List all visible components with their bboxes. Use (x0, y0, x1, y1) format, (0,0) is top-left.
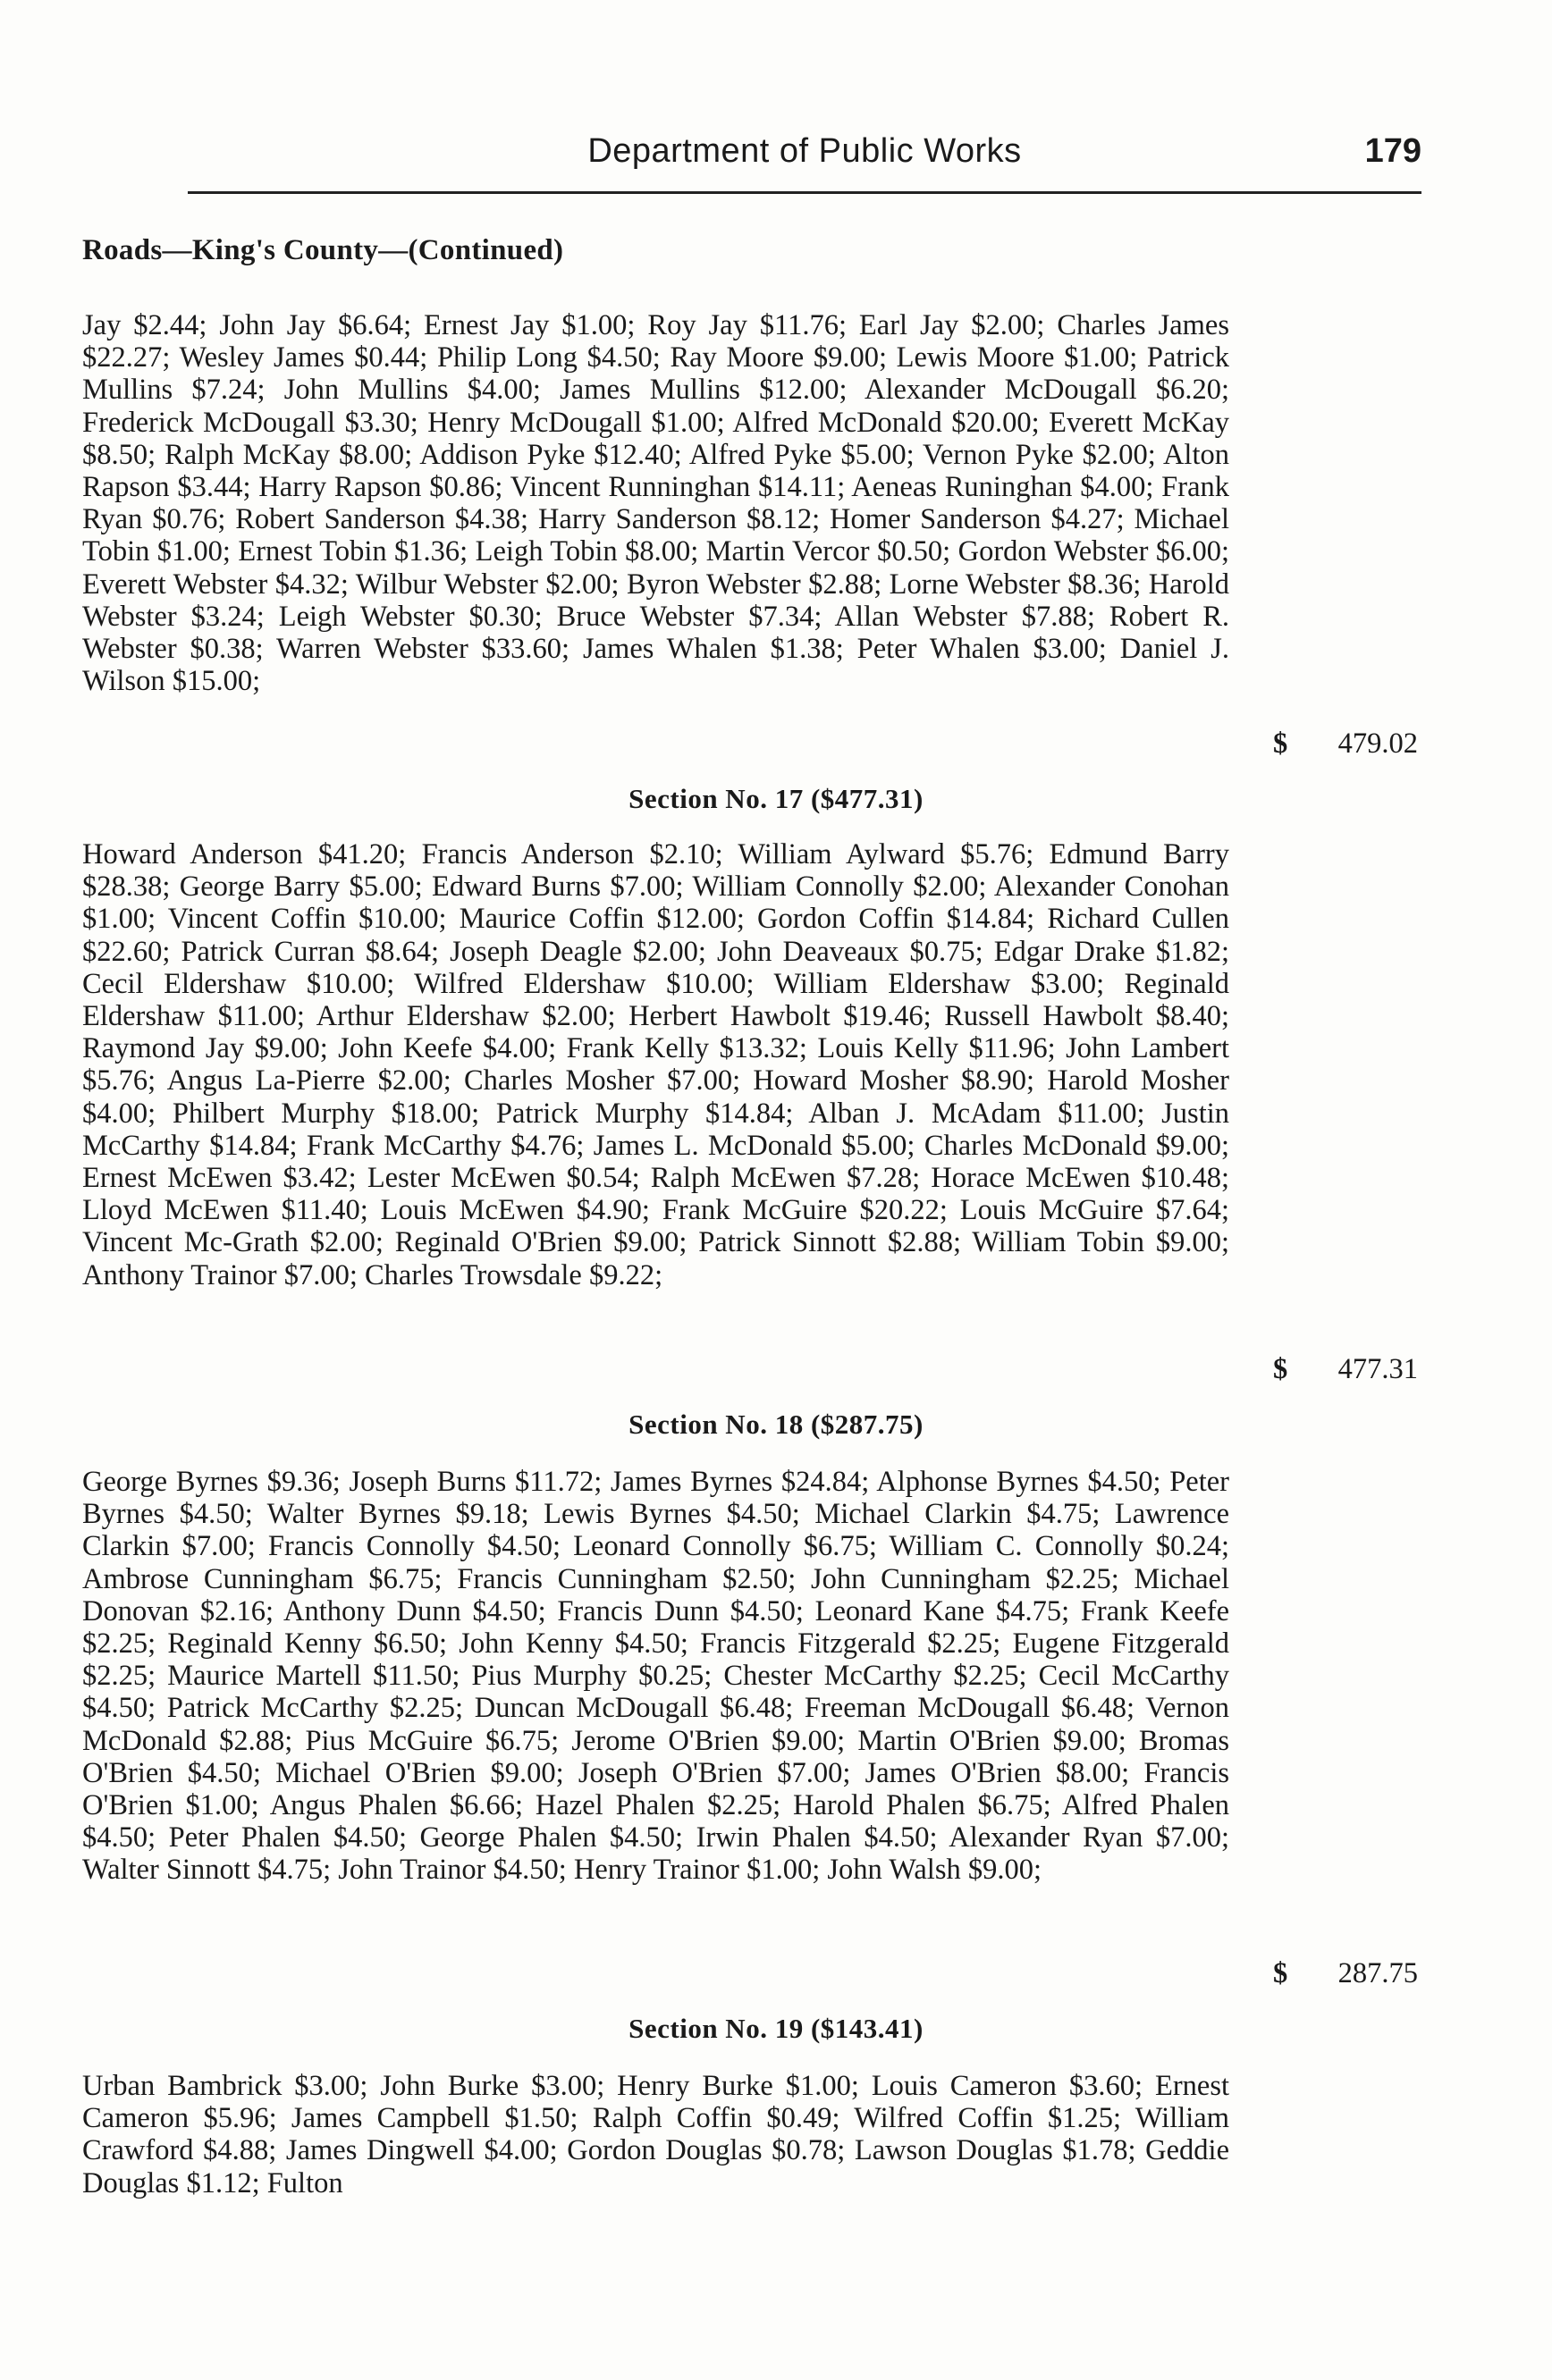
entry-paragraph: Howard Anderson $41.20; Francis Anderson $2.10; William Aylward $5.76; Edmund Barry $28.38; George Barry $5.00; Edward Burns $7.00; William Connolly $2.00; Alexander Conohan $1.00; Vincent Coffin $10.00; Maurice Coffin $12.00; Gordon Coffin $14.84; Richard Cullen $22.60; Patrick Curran $8.64; Joseph Deagle $2.00; John Deaveaux $0.75; Edgar Drake $1.82; Cecil Eldershaw $10.00; Wilfred Eldershaw $10.00; William Eldershaw $3.00; Reginald Eldershaw $11.00; Arthur Eldershaw $2.00; Herbert Hawbolt $19.46; Russell Hawbolt $8.40; Raymond Jay $9.00; John Keefe $4.00; Frank Kelly $13.32; Louis Kelly $11.96; John Lambert $5.76; Angus La-Pierre $2.00; Charles Mosher $7.00; Howard Mosher $8.90; Harold Mosher $4.00; Philbert Murphy $18.00; Patrick Murphy $14.84; Alban J. McAdam $11.00; Justin McCarthy $14.84; Frank McCarthy $4.76; James L. McDonald $5.00; Charles McDonald $9.00; Ernest McEwen $3.42; Lester McEwen $0.54; Ralph McEwen $7.28; Horace McEwen $10.48; Lloyd McEwen $11.40; Louis McEwen $4.90; Frank McGuire $20.22; Louis McGuire $7.64; Vincent Mc-Grath $2.00; Reginald O'Brien $9.00; Patrick Sinnott $2.88; William Tobin $9.00; Anthony Trainor $7.00; Charles Trowsdale $9.22; (82, 838, 1229, 1291)
page-header-title: Department of Public Works (587, 132, 1022, 170)
section-heading: Section No. 19 ($143.41) (628, 2013, 924, 2044)
entry-paragraph: Jay $2.44; John Jay $6.64; Ernest Jay $1.00; Roy Jay $11.76; Earl Jay $2.00; Charles James $22.27; Wesley James $0.44; Philip Long $4.50; Ray Moore $9.00; Lewis Moore $1.00; Patrick Mullins $7.24; John Mullins $4.00; James Mullins $12.00; Alexander McDougall $6.20; Frederick McDougall $3.30; Henry McDougall $1.00; Alfred McDonald $20.00; Everett McKay $8.50; Ralph McKay $8.00; Addison Pyke $12.40; Alfred Pyke $5.00; Vernon Pyke $2.00; Alton Rapson $3.44; Harry Rapson $0.86; Vincent Runninghan $14.11; Aeneas Runinghan $4.00; Frank Ryan $0.76; Robert Sanderson $4.38; Harry Sanderson $8.12; Homer Sanderson $4.27; Michael Tobin $1.00; Ernest Tobin $1.36; Leigh Tobin $8.00; Martin Vercor $0.50; Gordon Webster $6.00; Everett Webster $4.32; Wilbur Webster $2.00; Byron Webster $2.88; Lorne Webster $8.36; Harold Webster $3.24; Leigh Webster $0.30; Bruce Webster $7.34; Allan Webster $7.88; Robert R. Webster $0.38; Warren Webster $33.60; James Whalen $1.38; Peter Whalen $3.00; Daniel J. Wilson $15.00; (82, 309, 1229, 698)
section-heading: Section No. 17 ($477.31) (628, 783, 924, 814)
total-amount: 287.75 (1337, 1957, 1418, 1989)
total-dollar-sign: $ (1273, 727, 1288, 760)
entry-paragraph: George Byrnes $9.36; Joseph Burns $11.72; James Byrnes $24.84; Alphonse Byrnes $4.50; Peter Byrnes $4.50; Walter Byrnes $9.18; Lewis Byrnes $4.50; Michael Clarkin $4.75; Lawrence Clarkin $7.00; Francis Connolly $4.50; Leonard Connolly $6.75; William C. Connolly $0.24; Ambrose Cunningham $6.75; Francis Cunningham $2.50; John Cunningham $2.25; Michael Donovan $2.16; Anthony Dunn $4.50; Francis Dunn $4.50; Leonard Kane $4.75; Frank Keefe $2.25; Reginald Kenny $6.50; John Kenny $4.50; Francis Fitzgerald $2.25; Eugene Fitzgerald $2.25; Maurice Martell $11.50; Pius Murphy $0.25; Chester McCarthy $2.25; Cecil McCarthy $4.50; Patrick McCarthy $2.25; Duncan McDougall $6.48; Freeman McDougall $6.48; Vernon McDonald $2.88; Pius McGuire $6.75; Jerome O'Brien $9.00; Martin O'Brien $9.00; Bromas O'Brien $4.50; Michael O'Brien $9.00; Joseph O'Brien $7.00; James O'Brien $8.00; Francis O'Brien $1.00; Angus Phalen $6.66; Hazel Phalen $2.25; Harold Phalen $6.75; Alfred Phalen $4.50; Peter Phalen $4.50; George Phalen $4.50; Irwin Phalen $4.50; Alexander Ryan $7.00; Walter Sinnott $4.75; John Trainor $4.50; Henry Trainor $1.00; John Walsh $9.00; (82, 1466, 1229, 1887)
running-header (188, 132, 1421, 189)
total-amount: 477.31 (1337, 1353, 1418, 1385)
section-heading: Section No. 18 ($287.75) (628, 1409, 924, 1440)
total-dollar-sign: $ (1273, 1957, 1288, 1989)
total-dollar-sign: $ (1273, 1353, 1288, 1385)
page-number: 179 (1364, 132, 1421, 170)
total-amount: 479.02 (1337, 727, 1418, 760)
continued-heading: Roads—King's County—(Continued) (82, 234, 564, 266)
header-rule (188, 191, 1421, 194)
entry-paragraph: Urban Bambrick $3.00; John Burke $3.00; Henry Burke $1.00; Louis Cameron $3.60; Ernest Cameron $5.96; James Campbell $1.50; Ralph Coffin $0.49; Wilfred Coffin $1.25; William Crawford $4.88; James Dingwell $4.00; Gordon Douglas $0.78; Lawson Douglas $1.78; Geddie Douglas $1.12; Fulton (82, 2070, 1229, 2199)
